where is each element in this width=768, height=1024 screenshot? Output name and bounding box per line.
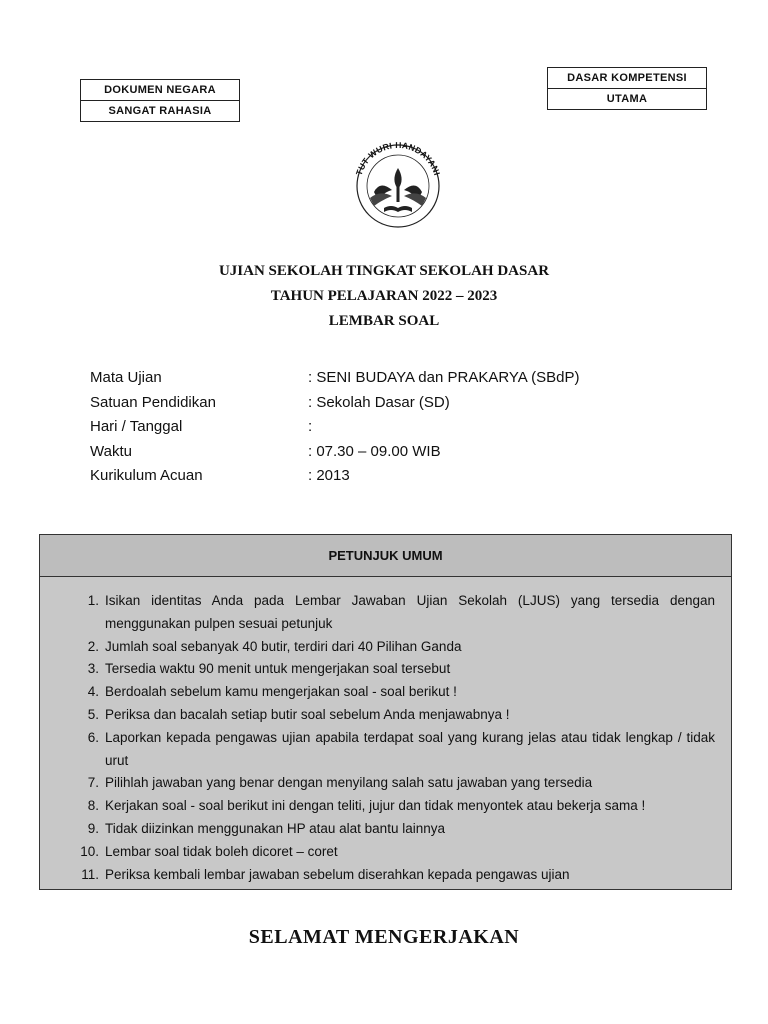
info-label: Kurikulum Acuan bbox=[90, 467, 203, 484]
info-row bbox=[90, 440, 580, 465]
title-line-2: TAHUN PELAJARAN 2022 – 2023 bbox=[270, 288, 498, 304]
item-number: 8. bbox=[87, 798, 99, 814]
list-item bbox=[40, 864, 731, 887]
item-number: 1. bbox=[87, 593, 99, 608]
exam-info bbox=[90, 366, 580, 489]
list-item bbox=[40, 727, 731, 773]
item-text: Berdoalah sebelum kamu mengerjakan soal - soal berikut ! bbox=[105, 684, 457, 700]
item-text: Lembar soal tidak boleh dicoret – coret bbox=[105, 843, 338, 859]
info-row bbox=[90, 391, 580, 416]
item-number: 3. bbox=[87, 661, 99, 677]
item-text: Pilihlah jawaban yang benar dengan menyilang salah satu jawaban yang tersedia bbox=[105, 775, 593, 791]
info-value: : bbox=[308, 418, 313, 435]
info-row bbox=[90, 464, 580, 489]
list-item bbox=[40, 704, 731, 727]
item-text: Isikan identitas Anda pada Lembar Jawaban Ujian Sekolah (LJUS) yang tersedia dengan menggunakan pulpen sesuai petunjuk bbox=[105, 593, 715, 631]
info-label: Mata Ujian bbox=[90, 369, 162, 386]
item-text: Jumlah soal sebanyak 40 butir, terdiri dari 40 Pilihan Ganda bbox=[105, 638, 462, 654]
petunjuk-umum-box bbox=[39, 534, 732, 890]
petunjuk-list bbox=[40, 590, 731, 886]
info-row bbox=[90, 415, 580, 440]
item-number: 5. bbox=[87, 706, 99, 722]
info-value: : 07.30 – 09.00 WIB bbox=[308, 442, 441, 460]
dokumen-negara-box bbox=[80, 79, 240, 122]
info-value: : 2013 bbox=[308, 467, 350, 484]
utama-label: UTAMA bbox=[606, 93, 648, 105]
list-item bbox=[40, 590, 731, 636]
info-value: : SENI BUDAYA dan PRAKARYA (SBdP) bbox=[308, 369, 580, 386]
item-number: 2. bbox=[87, 638, 99, 654]
info-label: Satuan Pendidikan bbox=[90, 393, 216, 411]
item-text: Kerjakan soal - soal berikut ini dengan teliti, jujur dan tidak menyontek atau bekerja sama ! bbox=[105, 798, 646, 814]
title-line-3: LEMBAR SOAL bbox=[328, 313, 440, 329]
item-number: 9. bbox=[87, 820, 99, 836]
item-text: Periksa dan bacalah setiap butir soal sebelum Anda menjawabnya ! bbox=[105, 706, 510, 722]
item-text: Tersedia waktu 90 menit untuk mengerjakan soal tersebut bbox=[105, 661, 451, 677]
list-item bbox=[40, 636, 731, 659]
exam-title bbox=[0, 259, 768, 334]
info-label: Waktu bbox=[90, 442, 132, 460]
item-number: 11. bbox=[81, 866, 99, 882]
petunjuk-header: PETUNJUK UMUM bbox=[40, 535, 731, 577]
tut-wuri-handayani-logo bbox=[344, 140, 452, 228]
list-item bbox=[40, 818, 731, 841]
dasar-kompetensi-box bbox=[547, 67, 707, 110]
list-item bbox=[40, 795, 731, 818]
item-number: 6. bbox=[87, 729, 99, 745]
closing-message: SELAMAT MENGERJAKAN bbox=[248, 926, 520, 948]
list-item bbox=[40, 772, 731, 795]
title-line-1: UJIAN SEKOLAH TINGKAT SEKOLAH DASAR bbox=[218, 263, 550, 279]
info-value: : Sekolah Dasar (SD) bbox=[308, 393, 450, 411]
sangat-rahasia-label: SANGAT RAHASIA bbox=[108, 105, 212, 117]
info-label: Hari / Tanggal bbox=[90, 418, 183, 435]
info-row bbox=[90, 366, 580, 391]
dokumen-negara-label: DOKUMEN NEGARA bbox=[81, 80, 239, 101]
item-number: 7. bbox=[87, 775, 99, 791]
list-item bbox=[40, 658, 731, 681]
dasar-kompetensi-label: DASAR KOMPETENSI bbox=[548, 68, 706, 89]
item-text: Tidak diizinkan menggunakan HP atau alat bantu lainnya bbox=[105, 820, 445, 836]
item-number: 4. bbox=[87, 684, 99, 700]
item-text: Periksa kembali lembar jawaban sebelum diserahkan kepada pengawas ujian bbox=[105, 866, 570, 882]
item-number: 10. bbox=[80, 843, 99, 859]
logo-text: TUT WURI HANDAYANI bbox=[353, 140, 443, 177]
list-item bbox=[40, 841, 731, 864]
tut-wuri-handayani-emblem-icon bbox=[344, 140, 452, 228]
list-item bbox=[40, 681, 731, 704]
item-text: Laporkan kepada pengawas ujian apabila terdapat soal yang kurang jelas atau tidak lengkap / tidak urut bbox=[105, 729, 715, 768]
